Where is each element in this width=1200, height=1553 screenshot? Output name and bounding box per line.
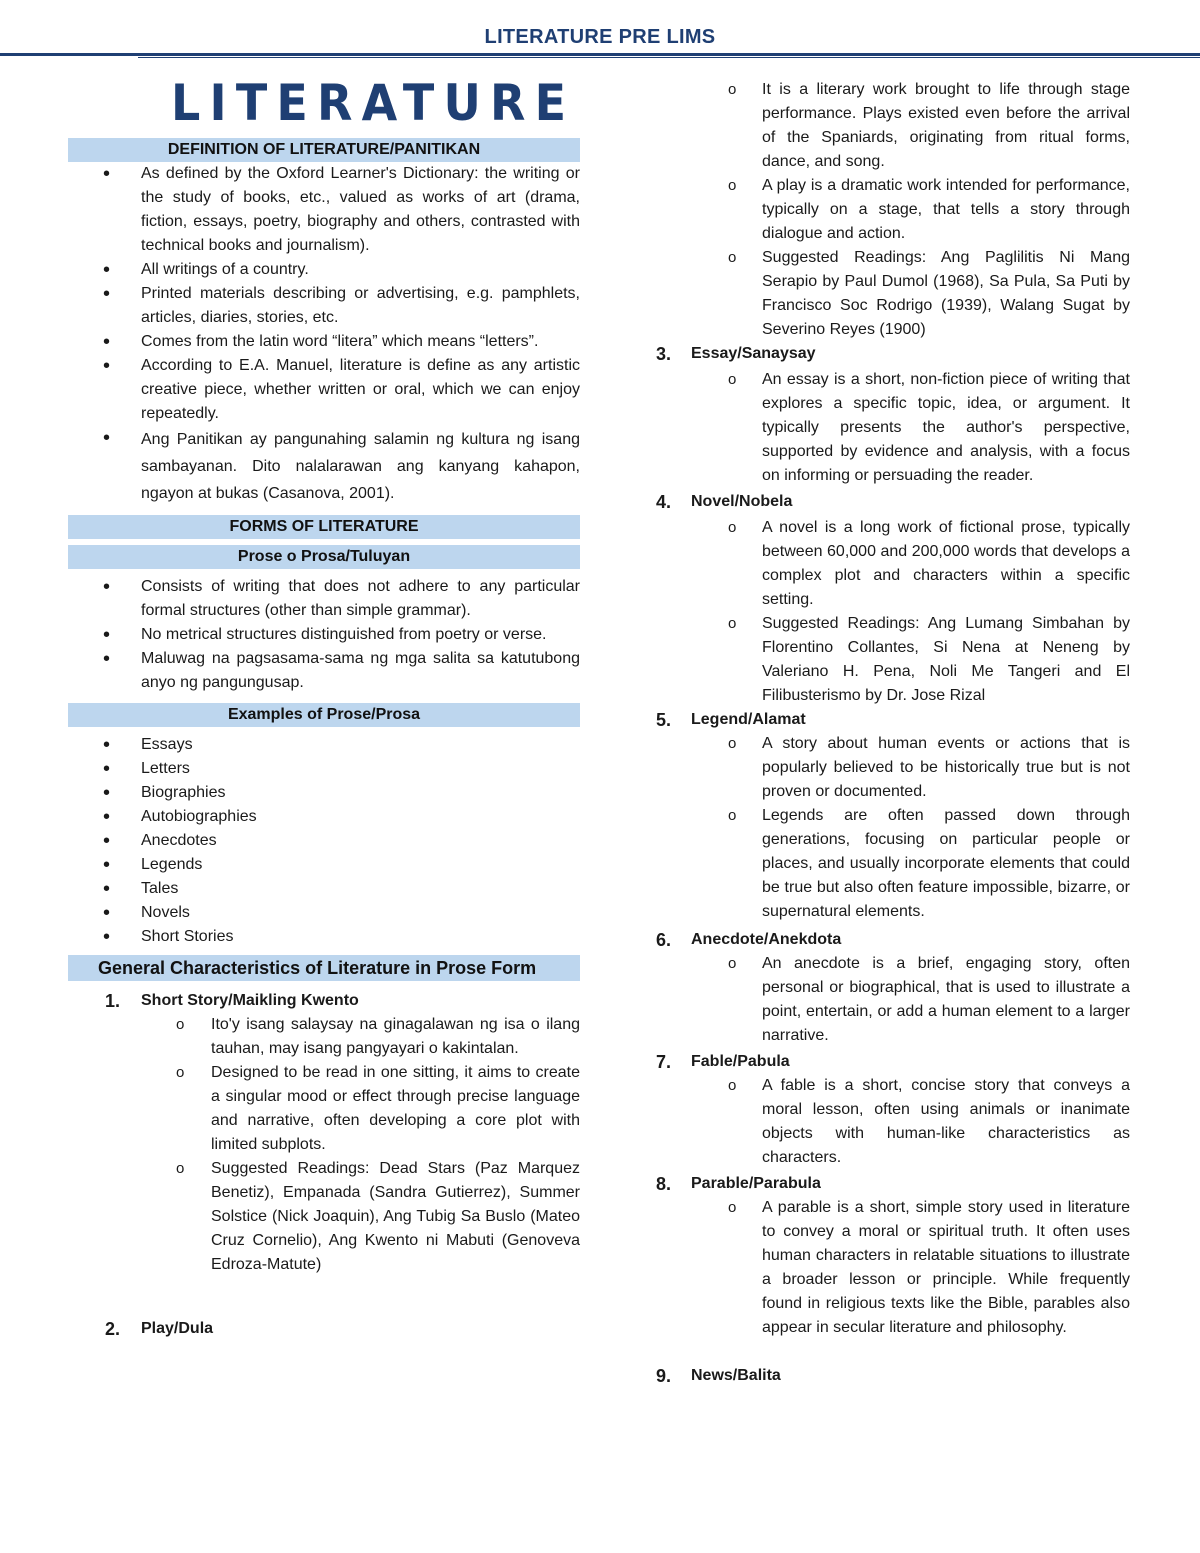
list-item: • Anecdotes: [68, 829, 580, 853]
list-item: o An essay is a short, non-fiction piece of writing that explores a specific topic, idea, or argument. It typically presents the author's perspective, supported by evidence and analysis, with a focus on informing or persuading the reader.: [652, 368, 1130, 488]
section-novel: [652, 490, 1130, 514]
list-item: • All writings of a country.: [68, 258, 580, 282]
section-title: Legend/Alamat: [691, 711, 806, 728]
list-item: • Short Stories: [68, 925, 580, 949]
right-column: [652, 78, 1130, 1388]
section-title: Short Story/Maikling Kwento: [141, 992, 359, 1009]
section-number: 9.: [656, 1366, 672, 1386]
list-item: o It is a literary work brought to life through stage performance. Plays existed even before the arrival of the Spaniards, originating from ritual forms, dance, and song.: [652, 78, 1130, 174]
list-item: o A fable is a short, concise story that conveys a moral lesson, often using animals or inanimate objects with human-like characteristics as characters.: [652, 1074, 1130, 1170]
section-news: [652, 1364, 1130, 1388]
list-item: o Suggested Readings: Dead Stars (Paz Marquez Benetiz), Empanada (Sandra Gutierrez), Summer Solstice (Nick Joaquin), Ang Tubig Sa Buslo (Mateo Cruz Cornelio), Ang Kwento ni Mabuti (Genoveva Edroza-Matute): [68, 1157, 580, 1277]
fable-list: [652, 1074, 1130, 1170]
legend-list: [652, 732, 1130, 924]
list-item: • Maluwag na pagsasama-sama ng mga salita sa katutubong anyo ng pangungusap.: [68, 647, 580, 695]
list-item: • Comes from the latin word “litera” which means “letters”.: [68, 330, 580, 354]
essay-list: [652, 368, 1130, 488]
novel-list: [652, 516, 1130, 708]
list-item: o Suggested Readings: Ang Lumang Simbahan by Florentino Collantes, Si Nena at Neneng by Valeriano H. Pena, Noli Me Tangeri and El Filibusterismo by Dr. Jose Rizal: [652, 612, 1130, 708]
section-play: [68, 1317, 580, 1341]
list-item: o Legends are often passed down through generations, focusing on particular people or places, and usually incorporate elements that could be true but also often feature impossible, bizarre, or supernatural elements.: [652, 804, 1130, 924]
list-item: o A story about human events or actions that is popularly believed to be historically true but is not proven or documented.: [652, 732, 1130, 804]
section-legend: [652, 708, 1130, 732]
forms-heading: FORMS OF LITERATURE: [68, 515, 580, 539]
list-item: o A novel is a long work of fictional prose, typically between 60,000 and 200,000 words that develops a complex plot and characters within a specific setting.: [652, 516, 1130, 612]
document-title: LITERATURE: [171, 74, 576, 132]
section-title: Play/Dula: [141, 1320, 214, 1337]
list-item: o Suggested Readings: Ang Paglilitis Ni Mang Serapio by Paul Dumol (1968), Sa Pula, Sa Puti by Francisco Soc Rodrigo (1939), Walang Sugat by Severino Reyes (1900): [652, 246, 1130, 342]
definition-list: [68, 162, 580, 507]
short-story-list: [68, 1013, 580, 1277]
list-item: • Ang Panitikan ay pangunahing salamin ng kultura ng isang sambayanan. Dito nalalarawan ang kanyang kahapon, ngayon at bukas (Casanova, 2001).: [68, 426, 580, 507]
section-title: Parable/Parabula: [691, 1175, 821, 1192]
list-item: • Letters: [68, 757, 580, 781]
list-item: • Printed materials describing or advertising, e.g. pamphlets, articles, diaries, stories, etc.: [68, 282, 580, 330]
section-title: News/Balita: [691, 1367, 781, 1384]
list-item: • Essays: [68, 733, 580, 757]
characteristics-heading: General Characteristics of Literature in Prose Form: [68, 955, 580, 981]
section-short-story: [68, 989, 580, 1013]
list-item: • Biographies: [68, 781, 580, 805]
definition-heading: DEFINITION OF LITERATURE/PANITIKAN: [68, 138, 580, 162]
list-item: o An anecdote is a brief, engaging story, often personal or biographical, that is used to illustrate a point, entertain, or add a human element to a larger narrative.: [652, 952, 1130, 1048]
section-number: 7.: [656, 1052, 672, 1072]
section-title: Novel/Nobela: [691, 493, 793, 510]
section-essay: [652, 342, 1130, 366]
list-item: • Autobiographies: [68, 805, 580, 829]
section-number: 8.: [656, 1174, 672, 1194]
list-item: • Legends: [68, 853, 580, 877]
list-item: • According to E.A. Manuel, literature is define as any artistic creative piece, whether written or oral, which we can enjoy repeatedly.: [68, 354, 580, 426]
section-title: Fable/Pabula: [691, 1053, 790, 1070]
header-rule: [0, 53, 1200, 56]
list-item: • Novels: [68, 901, 580, 925]
section-title: Essay/Sanaysay: [691, 345, 816, 362]
section-number: 1.: [105, 991, 121, 1011]
list-item: o Designed to be read in one sitting, it aims to create a singular mood or effect through precise language and narrative, often developing a core plot with limited subplots.: [68, 1061, 580, 1157]
list-item: • No metrical structures distinguished from poetry or verse.: [68, 623, 580, 647]
section-number: 3.: [656, 344, 672, 364]
play-list: [652, 78, 1130, 342]
prose-list: [68, 575, 580, 695]
section-number: 2.: [105, 1319, 121, 1339]
section-number: 6.: [656, 930, 672, 950]
prose-heading: Prose o Prosa/Tuluyan: [68, 545, 580, 569]
list-item: o A play is a dramatic work intended for performance, typically on a stage, that tells a story through dialogue and action.: [652, 174, 1130, 246]
parable-list: [652, 1196, 1130, 1340]
page-header-title: LITERATURE PRE LIMS: [484, 26, 716, 48]
section-number: 4.: [656, 492, 672, 512]
list-item: • As defined by the Oxford Learner's Dictionary: the writing or the study of books, etc., valued as works of art (drama, fiction, essays, poetry, biography and others, contrasted with technical books and journalism).: [68, 162, 580, 258]
list-item: • Consists of writing that does not adhere to any particular formal structures (other than simple grammar).: [68, 575, 580, 623]
left-column: [68, 76, 580, 1341]
section-title: Anecdote/Anekdota: [691, 931, 842, 948]
section-fable: [652, 1050, 1130, 1074]
section-anecdote: [652, 928, 1130, 952]
anecdote-list: [652, 952, 1130, 1048]
section-parable: [652, 1172, 1130, 1196]
list-item: • Tales: [68, 877, 580, 901]
section-number: 5.: [656, 710, 672, 730]
header-rule-thin: [138, 57, 1200, 58]
examples-heading: Examples of Prose/Prosa: [68, 703, 580, 727]
examples-list: [68, 733, 580, 949]
list-item: o A parable is a short, simple story used in literature to convey a moral or spiritual truth. It often uses human characters in relatable situations to illustrate a broader lesson or principle. While frequently found in religious texts like the Bible, parables also appear in secular literature and philosophy.: [652, 1196, 1130, 1340]
list-item: o Ito'y isang salaysay na ginagalawan ng isa o ilang tauhan, may isang pangyayari o kakintalan.: [68, 1013, 580, 1061]
